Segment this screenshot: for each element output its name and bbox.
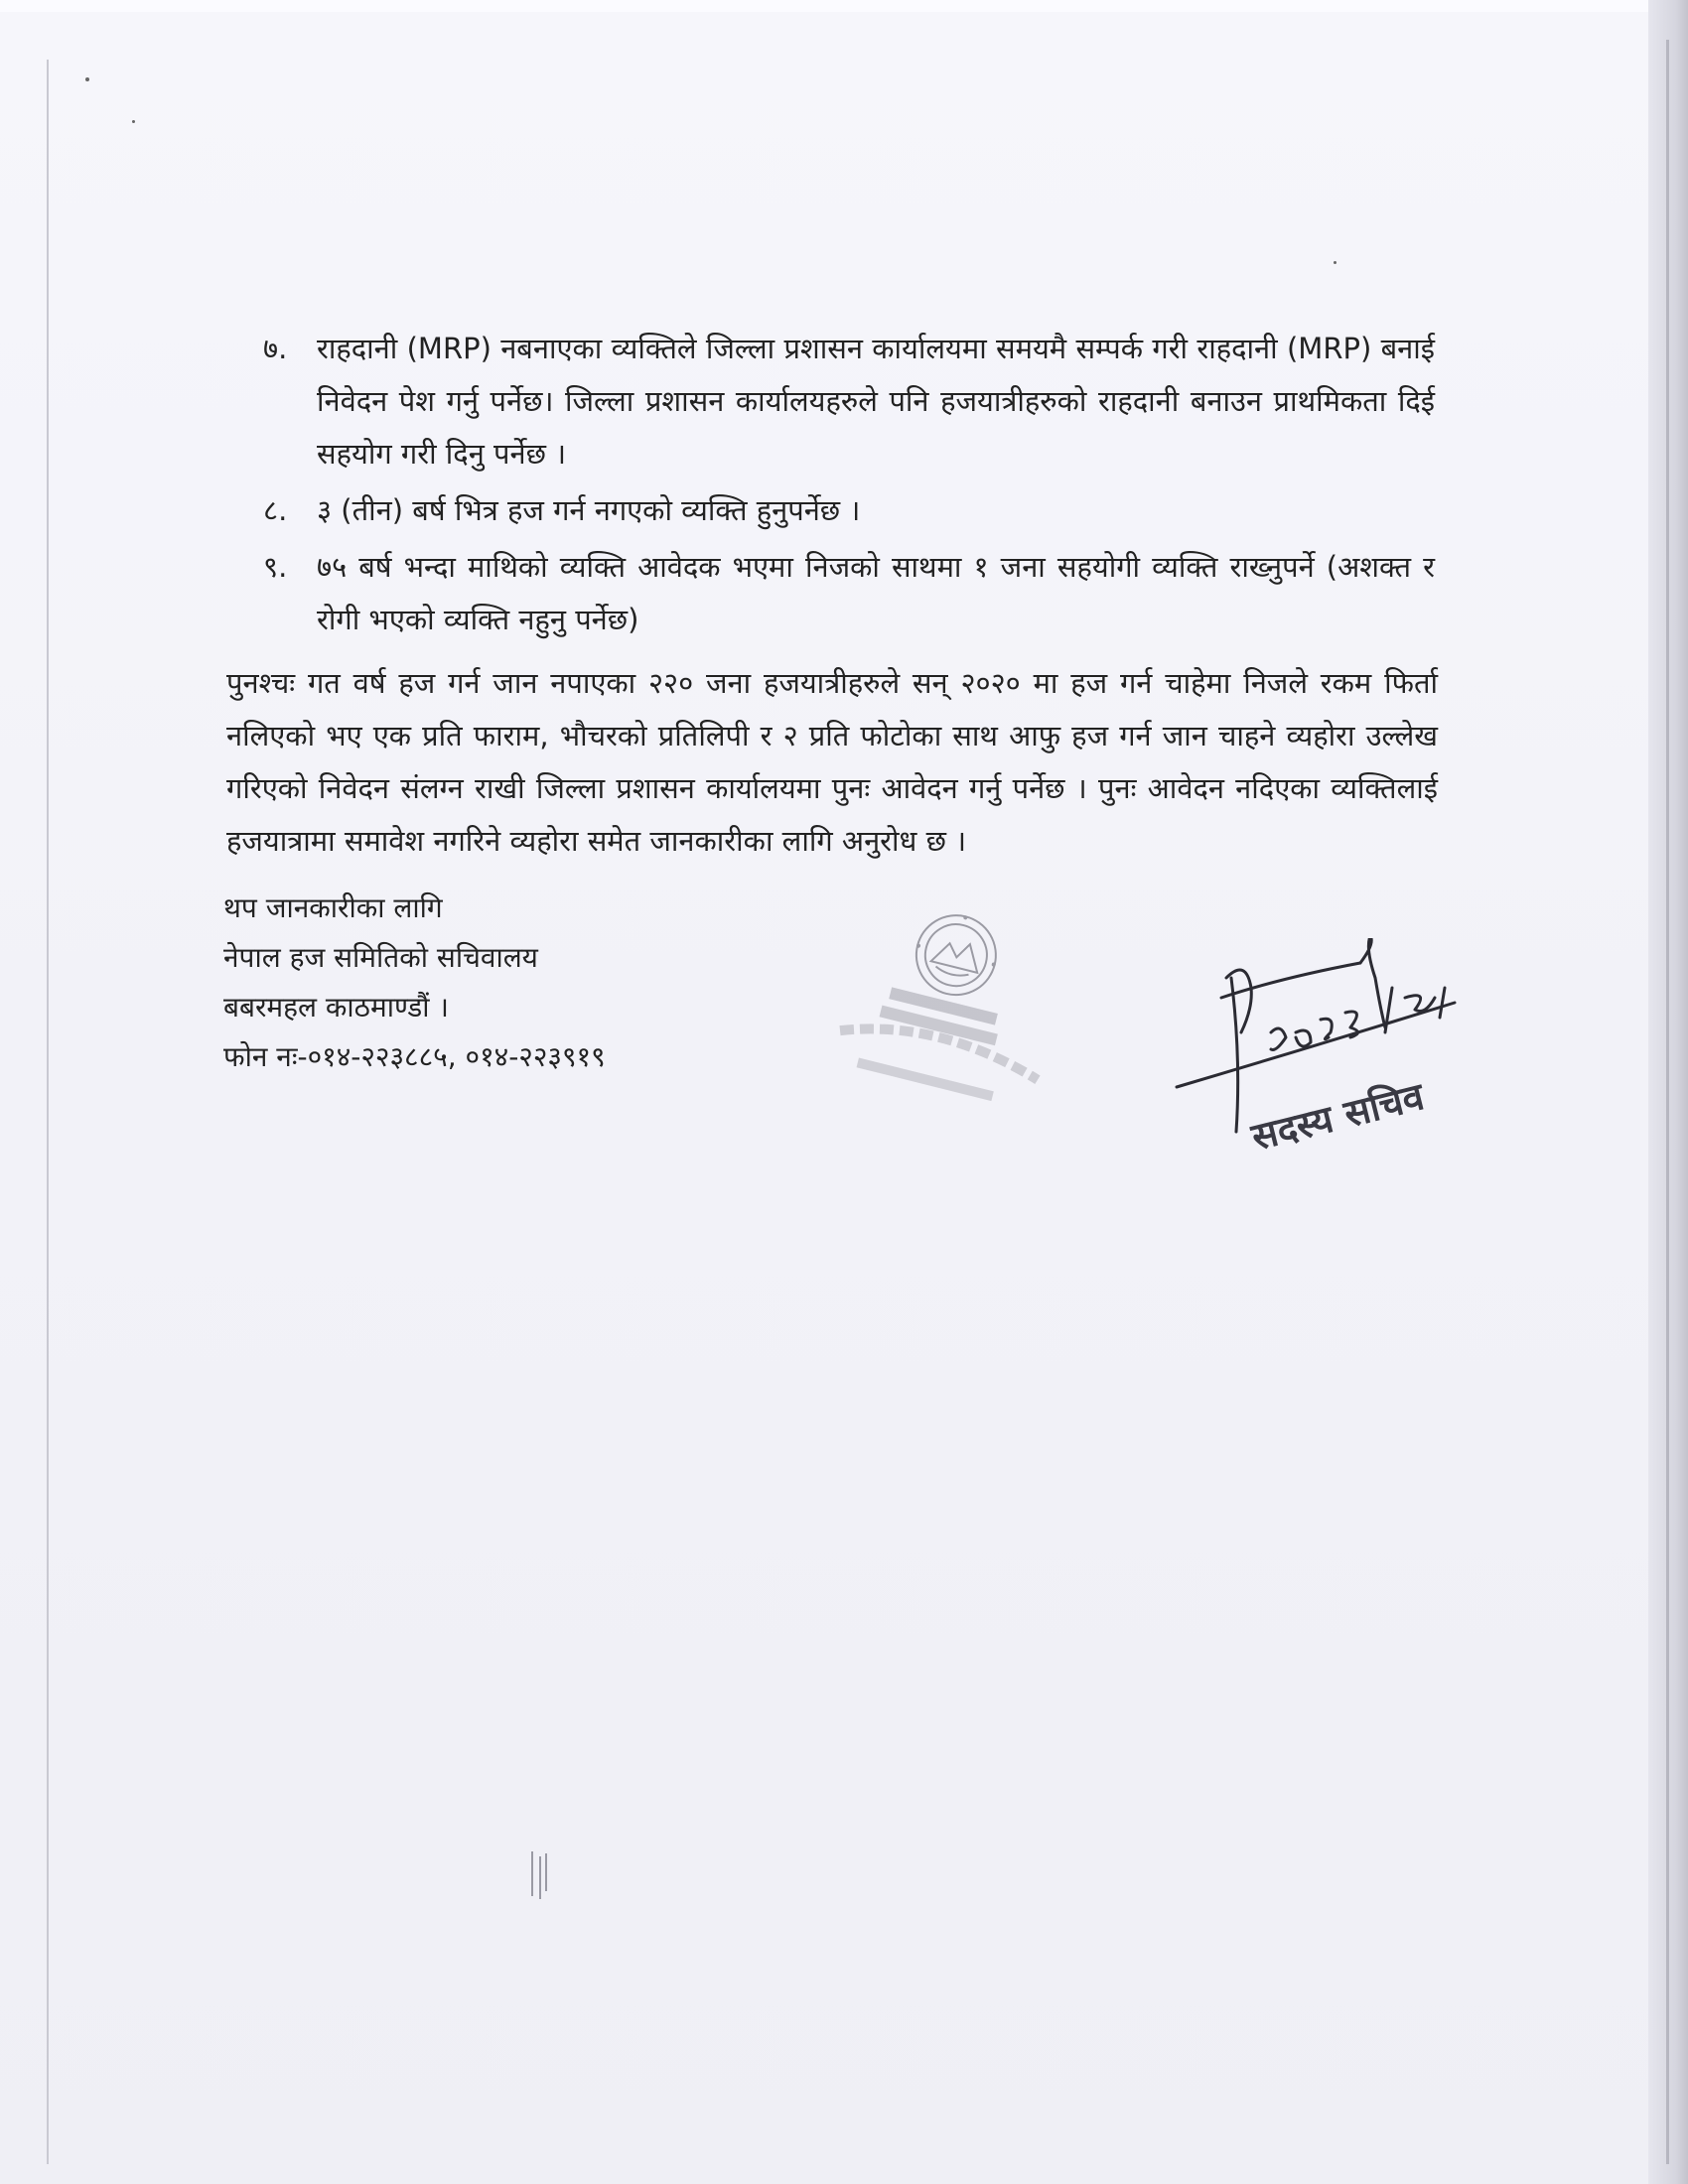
postscript-paragraph: पुनश्चः गत वर्ष हज गर्न जान नपाएका २२० जना हजयात्रीहरुले सन् २०२० मा हज गर्न चाहेमा निजले रकम फिर्ता नलिएको भए एक प्रति फाराम, भौचरको प्रतिलिपी र २ प्रति फोटोका साथ आफु हज गर्न जान चाहने व्यहोरा उल्लेख गरिएको निवेदन संलग्न राखी जिल्ला प्रशासन कार्यालयमा पुनः आवेदन गर्नु पर्नेछ । पुनः आवेदन नदिएका व्यक्तिलाई हजयात्रामा समावेश नगरिने व्यहोरा समेत जानकारीका लागि अनुरोध छ ।	[226, 666, 1438, 858]
designation-stamp: सदस्य सचिव	[1247, 1074, 1429, 1160]
phone-numbers: फोन नः-०१४-२२३८८५, ०१४-२२३९१९	[223, 1040, 606, 1073]
page-top-edge	[0, 0, 1688, 12]
item-text: ७५ बर्ष भन्दा माथिको व्यक्ति आवेदक भएमा निजको साथमा १ जना सहयोगी व्यक्ति राख्नुपर्ने (अशक्त र रोगी भएको व्यक्ति नहुनु पर्नेछ)	[317, 550, 1435, 636]
item-text: ३ (तीन) बर्ष भित्र हज गर्न नगएको व्यक्ति हुनुपर्नेछ ।	[317, 493, 861, 527]
pen-mark	[526, 1851, 556, 1901]
scan-speck	[132, 120, 135, 123]
office-address: बबरमहल काठमाण्डौं ।	[223, 991, 449, 1024]
item-text: राहदानी (MRP) नबनाएका व्यक्तिले जिल्ला प्रशासन कार्यालयमा समयमै सम्पर्क गरी राहदानी (MRP) बनाई निवेदन पेश गर्नु पर्नेछ। जिल्ला प्रशासन कार्यालयहरुले पनि हजयात्रीहरुको राहदानी बनाउन प्राथमिकता दिई सहयोग गरी दिनु पर्नेछ ।	[317, 332, 1435, 471]
item-number: ७.	[263, 332, 288, 365]
office-name: नेपाल हज समितिको सचिवालय	[223, 941, 538, 974]
left-fold-line	[47, 60, 49, 2164]
list-item	[263, 323, 1435, 480]
scan-speck	[85, 77, 89, 81]
list-item	[263, 541, 1435, 646]
item-number: ८.	[263, 493, 288, 527]
contact-heading: थप जानकारीका लागि	[223, 891, 443, 924]
conditions-list	[263, 323, 1435, 650]
contact-block	[223, 884, 606, 1082]
list-item	[263, 484, 1435, 537]
scan-speck	[1334, 261, 1336, 264]
official-seal-stamp	[809, 882, 1098, 1135]
item-number: ९.	[263, 550, 288, 584]
right-fold-line	[1666, 40, 1669, 2164]
